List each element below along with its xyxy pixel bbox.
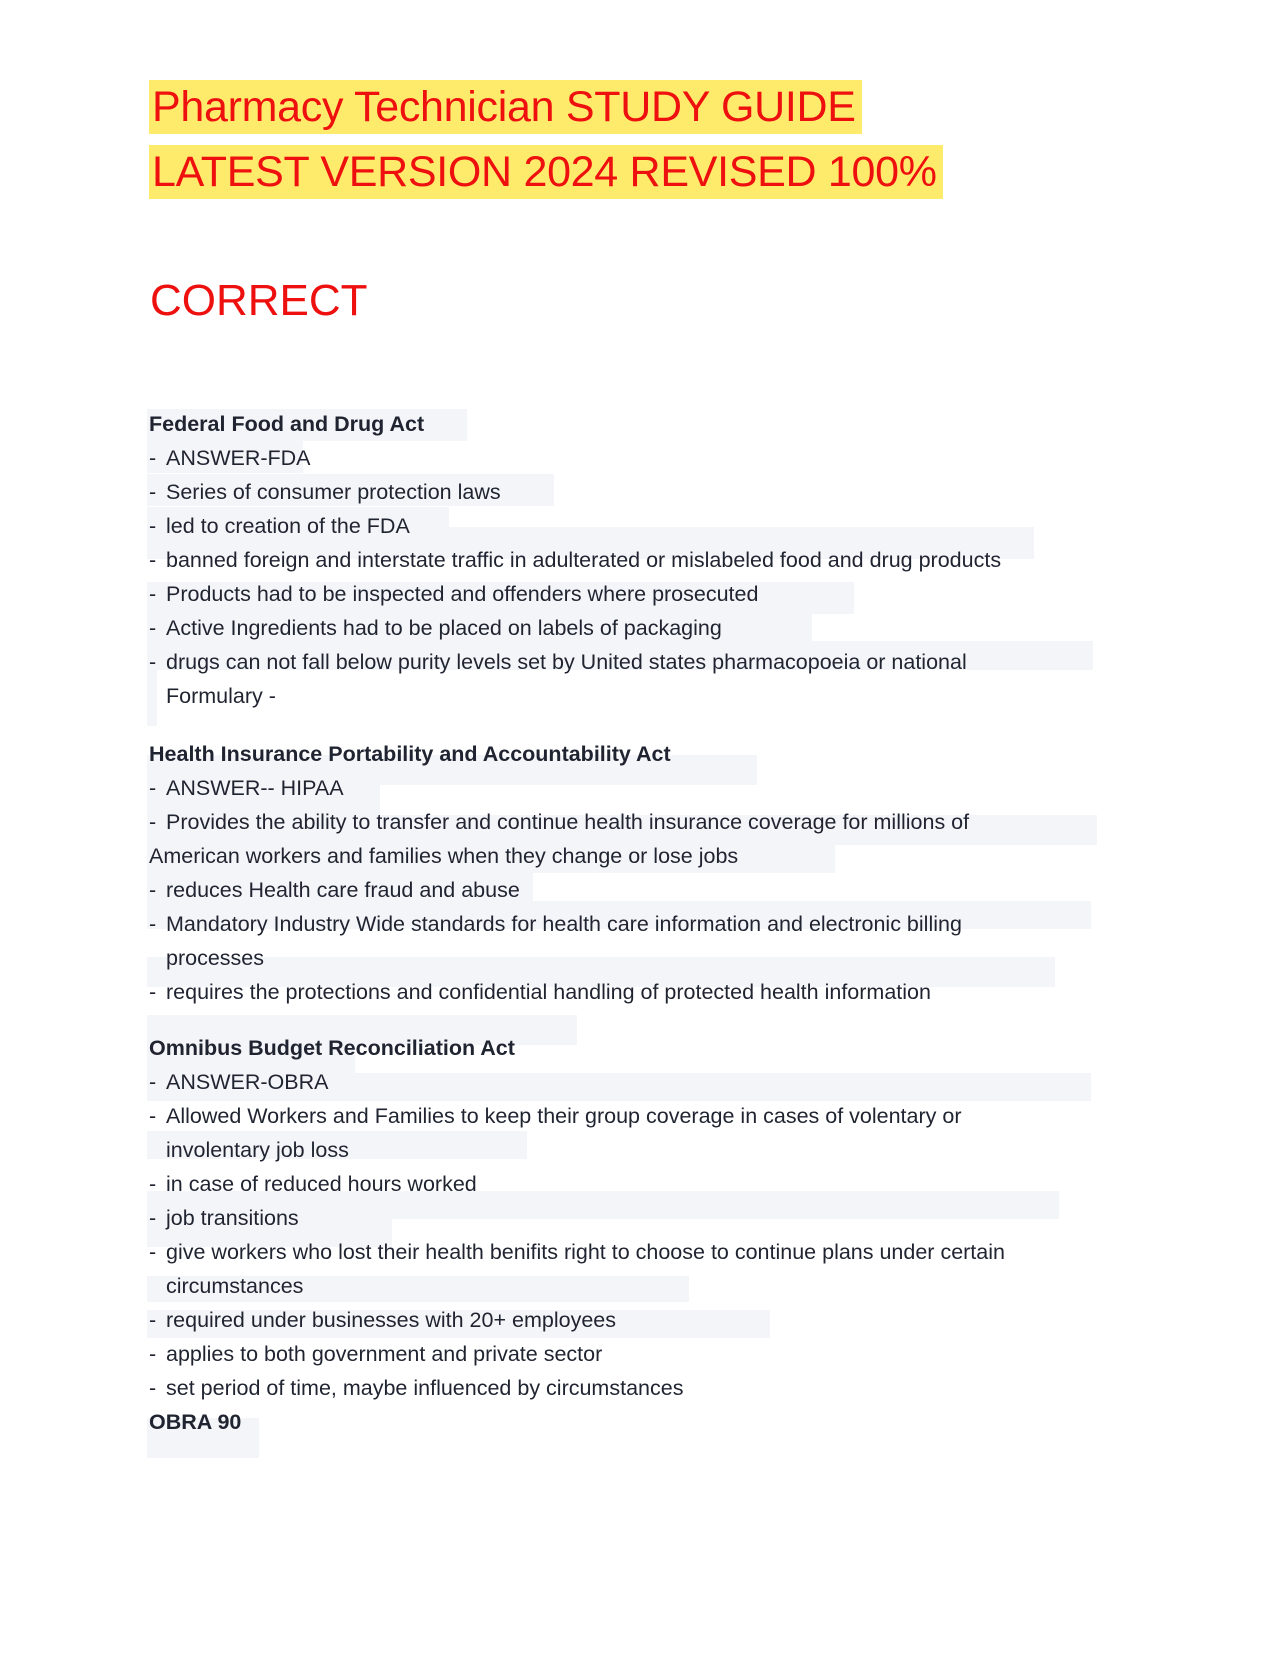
- title-line-1: Pharmacy Technician STUDY GUIDE: [149, 80, 862, 134]
- list-item: - reduces Health care fraud and abuse: [149, 878, 520, 902]
- list-item-text: Series of consumer protection laws: [166, 480, 501, 504]
- list-item: - ANSWER-- HIPAA: [149, 776, 344, 800]
- section-heading: Federal Food and Drug Act: [149, 412, 425, 436]
- list-item-text: Products had to be inspected and offenders where prosecuted: [166, 582, 759, 606]
- list-item-text: job transitions: [166, 1206, 299, 1230]
- list-item: - led to creation of the FDA: [149, 514, 410, 538]
- list-item-continuation: American workers and families when they change or lose jobs: [149, 844, 739, 868]
- section-heading: Health Insurance Portability and Accountability Act: [149, 742, 671, 766]
- list-item: - required under businesses with 20+ employees: [149, 1308, 616, 1332]
- list-item: - banned foreign and interstate traffic in adulterated or mislabeled food and drug products: [149, 548, 1002, 572]
- list-item: - Products had to be inspected and offenders where prosecuted: [149, 582, 759, 606]
- list-item: - Provides the ability to transfer and continue health insurance coverage for millions of: [149, 810, 970, 834]
- list-item-text: Provides the ability to transfer and continue health insurance coverage for millions of: [166, 810, 970, 834]
- list-item: - drugs can not fall below purity levels set by United states pharmacopoeia or national: [149, 650, 967, 674]
- list-item: - give workers who lost their health benifits right to choose to continue plans under certain: [149, 1240, 1005, 1264]
- list-item-text: required under businesses with 20+ employees: [166, 1308, 616, 1332]
- list-item: - job transitions: [149, 1206, 299, 1230]
- list-item-text: ANSWER-- HIPAA: [166, 776, 344, 800]
- list-item-text: in case of reduced hours worked: [166, 1172, 477, 1196]
- list-item: - Mandatory Industry Wide standards for health care information and electronic billing: [149, 912, 962, 936]
- title-line-2: LATEST VERSION 2024 REVISED 100%: [149, 145, 943, 199]
- list-item-text: ANSWER-FDA: [166, 446, 311, 470]
- list-item-text: requires the protections and confidential handling of protected health information: [166, 980, 931, 1004]
- list-item: - Active Ingredients had to be placed on labels of packaging: [149, 616, 722, 640]
- list-item: - in case of reduced hours worked: [149, 1172, 477, 1196]
- list-item-text: drugs can not fall below purity levels set by United states pharmacopoeia or national: [166, 650, 967, 674]
- title-line-3: CORRECT: [150, 276, 368, 325]
- list-item-text: ANSWER-OBRA: [166, 1070, 329, 1094]
- list-item-text: led to creation of the FDA: [166, 514, 410, 538]
- list-item-text: banned foreign and interstate traffic in adulterated or mislabeled food and drug products: [166, 548, 1002, 572]
- list-item: - ANSWER-FDA: [149, 446, 311, 470]
- list-item-continuation: involentary job loss: [166, 1138, 349, 1162]
- list-item: - requires the protections and confidential handling of protected health information: [149, 980, 931, 1004]
- list-item-text: applies to both government and private sector: [166, 1342, 603, 1366]
- section-heading: Omnibus Budget Reconciliation Act: [149, 1036, 515, 1060]
- list-item-text: give workers who lost their health benifits right to choose to continue plans under certain: [166, 1240, 1005, 1264]
- list-item: - applies to both government and private sector: [149, 1342, 603, 1366]
- list-item-continuation: circumstances: [166, 1274, 304, 1298]
- list-item-text: Mandatory Industry Wide standards for health care information and electronic billing: [166, 912, 962, 936]
- section-heading: OBRA 90: [149, 1410, 242, 1434]
- list-item: - ANSWER-OBRA: [149, 1070, 329, 1094]
- list-item: - Allowed Workers and Families to keep their group coverage in cases of volentary or: [149, 1104, 962, 1128]
- list-item: - set period of time, maybe influenced by circumstances: [149, 1376, 684, 1400]
- list-item-continuation: Formulary -: [166, 684, 276, 708]
- list-item: - Series of consumer protection laws: [149, 480, 501, 504]
- list-item-text: Allowed Workers and Families to keep their group coverage in cases of volentary or: [166, 1104, 962, 1128]
- list-item-text: reduces Health care fraud and abuse: [166, 878, 520, 902]
- list-item-text: Active Ingredients had to be placed on labels of packaging: [166, 616, 722, 640]
- list-item-continuation: processes: [166, 946, 264, 970]
- list-item-text: set period of time, maybe influenced by circumstances: [166, 1376, 684, 1400]
